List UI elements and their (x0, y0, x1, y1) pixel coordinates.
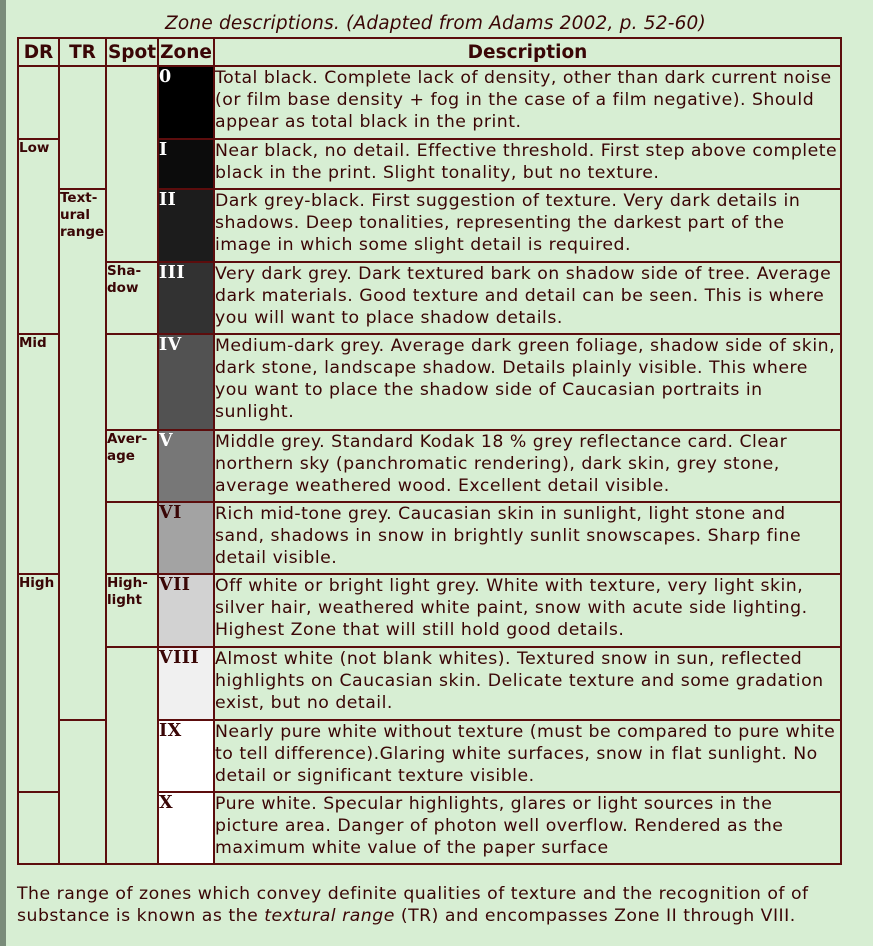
spot-cell-empty (106, 647, 158, 864)
zone-description: Dark grey-black. First suggestion of texture. Very dark details in shadows. Deep tonalities, representing the darkest part of the image in which some slight detail is required. (214, 189, 841, 262)
table-row (18, 574, 841, 647)
table-row (18, 430, 841, 502)
zone-description: Total black. Complete lack of density, other than dark current noise (or film base density + fog in the case of a film negative). Should appear as total black in the print. (214, 66, 841, 139)
zone-description: Pure white. Specular highlights, glares or light sources in the picture area. Danger of photon well overflow. Rendered as the maximum white value of the paper surface (214, 792, 841, 864)
table-row (18, 262, 841, 334)
zone-description: Medium-dark grey. Average dark green foliage, shadow side of skin, dark stone, landscape shadow. Details plainly visible. This where you want to place the shadow side of Caucasian portraits in sunlight. (214, 334, 841, 430)
tr-textural-label: Text- ural range (59, 189, 106, 720)
zone-table (17, 37, 842, 865)
zone-label: V (159, 431, 174, 451)
zone-swatch (158, 502, 214, 574)
zone-label: III (159, 263, 186, 283)
left-window-edge (0, 0, 6, 946)
zone-label: VIII (159, 648, 200, 668)
zone-description: Middle grey. Standard Kodak 18 % grey reflectance card. Clear northern sky (panchromatic rendering), dark skin, grey stone, average weathered wood. Excellent detail visible. (214, 430, 841, 502)
zone-swatch (158, 334, 214, 430)
table-row (18, 502, 841, 574)
zone-swatch (158, 66, 214, 139)
spot-shadow-label: Sha- dow (106, 262, 158, 334)
zone-description: Rich mid-tone grey. Caucasian skin in sunlight, light stone and sand, shadows in snow in brightly sunlit snowscapes. Sharp fine detail visible. (214, 502, 841, 574)
tr-cell-empty (59, 720, 106, 864)
zone-swatch (158, 189, 214, 262)
footer-paragraph (17, 883, 867, 927)
zone-swatch (158, 720, 214, 792)
zone-swatch (158, 262, 214, 334)
zone-label: IV (159, 335, 182, 355)
header-dr: DR (18, 38, 59, 66)
table-caption: Zone descriptions. (Adapted from Adams 2002, p. 52-60) (165, 13, 706, 34)
header-zone: Zone (158, 38, 214, 66)
dr-cell-empty (18, 66, 59, 139)
footer-term: textural range (264, 906, 395, 926)
zone-description: Almost white (not blank whites). Textured snow in sun, reflected highlights on Caucasian skin. Delicate texture and some gradation exist, but no detail. (214, 647, 841, 720)
header-spot: Spot (106, 38, 158, 66)
footer-text-1: The range of zones which convey definite qualities of texture and the recognition of of substance is known as the (17, 884, 809, 926)
spot-cell-empty (106, 502, 158, 574)
header-tr: TR (59, 38, 106, 66)
zone-description: Near black, no detail. Effective threshold. First step above complete black in the print. Slight tonality, but no texture. (214, 139, 841, 189)
zone-description: Nearly pure white without texture (must be compared to pure white to tell difference).Glaring white surfaces, snow in flat sunlight. No detail or significant texture visible. (214, 720, 841, 792)
zone-swatch (158, 647, 214, 720)
zone-label: IX (159, 721, 182, 741)
header-description: Description (214, 38, 841, 66)
tr-cell-empty (59, 66, 106, 189)
zone-label: VII (159, 575, 191, 595)
spot-cell-empty (106, 66, 158, 262)
zone-swatch (158, 430, 214, 502)
table-row (18, 66, 841, 139)
zone-swatch (158, 139, 214, 189)
zone-swatch (158, 792, 214, 864)
spot-highlight-label: High- light (106, 574, 158, 647)
zone-description: Very dark grey. Dark textured bark on shadow side of tree. Average dark materials. Good texture and detail can be seen. This is where you will want to place shadow details. (214, 262, 841, 334)
zone-label: I (159, 140, 168, 160)
dr-high-label: High (18, 574, 59, 792)
zone-description: Off white or bright light grey. White with texture, very light skin, silver hair, weathered white paint, snow with acute side lighting. Highest Zone that will still hold good details. (214, 574, 841, 647)
zone-label: II (159, 190, 177, 210)
dr-cell-empty (18, 792, 59, 864)
table-row (18, 647, 841, 720)
zone-swatch (158, 574, 214, 647)
zone-label: VI (159, 503, 182, 523)
zone-label: X (159, 793, 174, 813)
spot-cell-empty (106, 334, 158, 430)
dr-mid-label: Mid (18, 334, 59, 574)
footer-text-2: (TR) and encompasses Zone II through VIII. (394, 906, 796, 926)
zone-label: 0 (159, 67, 172, 87)
table-row (18, 334, 841, 430)
dr-low-label: Low (18, 139, 59, 334)
spot-average-label: Aver- age (106, 430, 158, 502)
header-row (18, 38, 841, 66)
